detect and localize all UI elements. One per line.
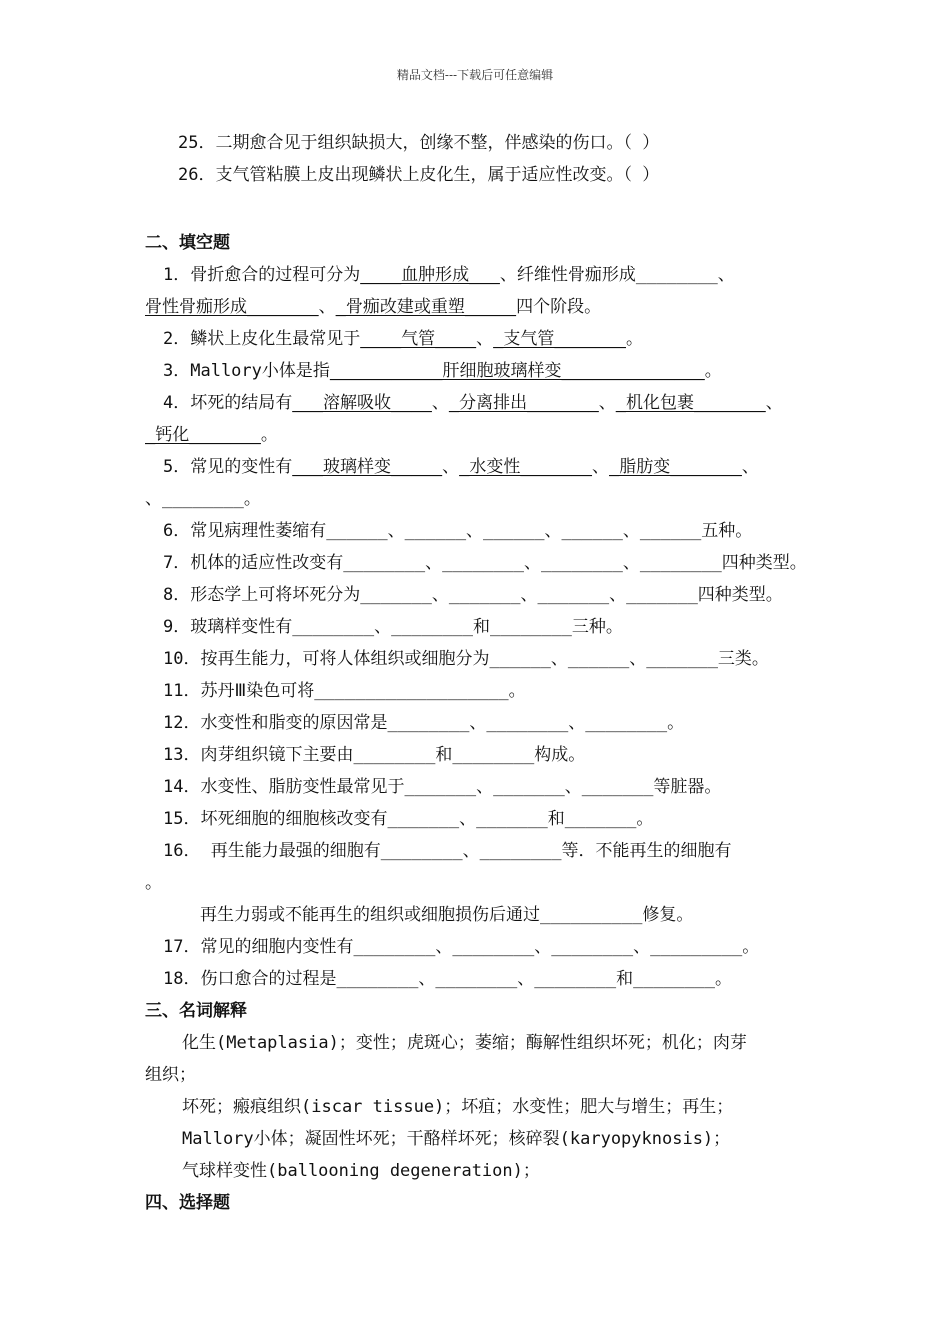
text-line [163,712,950,734]
line-text: 。 [626,329,644,349]
text-line [163,744,950,766]
filled-answer: _脂肪变_______ [609,457,742,477]
filled-answer: ____血肿形成___ [360,265,500,285]
line-text: 二、填空题 [145,233,230,253]
line-text: 组织； [145,1065,196,1085]
line-text: 6．常见病理性萎缩有______、______、______、______、______五种。 [163,521,753,541]
text-line [163,776,950,798]
line-text: 15．坏死细胞的细胞核改变有_______、_______和_______。 [163,809,654,829]
line-text: 、纤维性骨痂形成________、 [499,265,735,285]
filled-answer: _钙化_______ [145,425,261,445]
section-heading [145,1192,950,1214]
text-line [145,296,950,318]
line-text: 5．常见的变性有 [163,457,293,477]
line-text: 化生(Metaplasia)；变性；虎斑心；萎缩；酶解性组织坏死；机化；肉芽 [182,1033,747,1053]
page-header: 精品文档---下载后可任意编辑 [396,68,554,82]
line-text: 26．支气管粘膜上皮出现鳞状上皮化生，属于适应性改变。（ ） [178,165,660,185]
text-line [182,1096,950,1118]
text-line [145,1064,950,1086]
line-text: 11．苏丹Ⅲ染色可将___________________。 [163,681,526,701]
section-heading [145,232,950,254]
line-text: 、 [476,329,494,349]
text-line [163,680,950,702]
text-line [182,1032,950,1054]
text-line [163,392,950,414]
filled-answer: _机化包裹_______ [615,393,766,413]
line-text: 坏死；瘢痕组织(iscar tissue)；坏疽；水变性；肥大与增生；再生； [182,1097,734,1117]
filled-answer: ___溶解吸收____ [292,393,432,413]
line-text: 、 [442,457,460,477]
line-text: 、 [431,393,449,413]
line-text: Mallory小体；凝固性坏死；干酪样坏死；核碎裂(karyopyknosis)； [182,1129,731,1149]
filled-answer: ___________肝细胞玻璃样变______________ [329,361,705,381]
text-line [182,1160,950,1182]
line-text: 25．二期愈合见于组织缺损大，创缘不整，伴感染的伤口。（ ） [178,133,660,153]
line-text: 、 [318,297,336,317]
filled-answer: 骨性骨痂形成_______ [145,297,319,317]
line-text: 、 [598,393,616,413]
line-text: 。 [260,425,278,445]
line-text: 7．机体的适应性改变有________、________、________、________四种类型。 [163,553,807,573]
line-text: 17．常见的细胞内变性有________、________、________、_________。 [163,937,760,957]
filled-answer: _分离排出_______ [448,393,599,413]
line-text: 气球样变性(ballooning degeneration)； [182,1161,540,1181]
text-line [163,616,950,638]
line-text: 4．坏死的结局有 [163,393,293,413]
line-text: 四、选择题 [145,1193,230,1213]
line-text: 18．伤口愈合的过程是________、________、________和________。 [163,969,732,989]
line-text: 13．肉芽组织镜下主要由________和________构成。 [163,745,586,765]
text-line [182,1128,950,1150]
line-text: 12．水变性和脂变的原因常是________、________、________。 [163,713,685,733]
line-text: 再生力弱或不能再生的组织或细胞损伤后通过__________修复。 [200,905,694,925]
section-heading [145,1000,950,1022]
filled-answer: ____气管____ [360,329,477,349]
text-line [163,328,950,350]
line-text: 9．玻璃样变性有________、________和________三种。 [163,617,623,637]
text-line [163,360,950,382]
text-line [178,132,950,154]
filled-answer: _支气管_______ [493,329,627,349]
text-line [163,264,950,286]
line-text: 10．按再生能力，可将人体组织或细胞分为______、______、_______三类。 [163,649,769,669]
text-line [163,968,950,990]
filled-answer: _水变性_______ [459,457,593,477]
line-text: 、 [765,393,783,413]
filled-answer: _骨痂改建或重塑_____ [335,297,517,317]
text-line [163,552,950,574]
line-text: 1．骨折愈合的过程可分为 [163,265,361,285]
line-text: 8．形态学上可将坏死分为_______、_______、_______、_______四种类型。 [163,585,783,605]
line-text: 三、名词解释 [145,1001,247,1021]
text-line [145,488,950,510]
text-line [163,520,950,542]
line-text: 、________。 [145,489,261,509]
text-line [163,840,950,862]
line-text: 16． 再生能力最强的细胞有________、________等．不能再生的细胞有 [163,841,732,861]
line-text: 、 [592,457,610,477]
text-line [163,808,950,830]
line-text: 2．鳞状上皮化生最常见于 [163,329,361,349]
text-line [163,456,950,478]
text-line [145,424,950,446]
text-line [163,584,950,606]
line-text: 。 [145,873,162,893]
filled-answer: ___玻璃样变_____ [292,457,443,477]
text-line [163,936,950,958]
line-text: 。 [704,361,722,381]
line-text: 14．水变性、脂肪变性最常见于_______、_______、_______等脏器。 [163,777,722,797]
line-text: 3．Mallory小体是指 [163,361,330,381]
text-line [200,904,950,926]
text-line [145,872,950,894]
text-line [178,164,950,186]
line-text: 、 [741,457,759,477]
line-text: 四个阶段。 [516,297,602,317]
text-line [163,648,950,670]
